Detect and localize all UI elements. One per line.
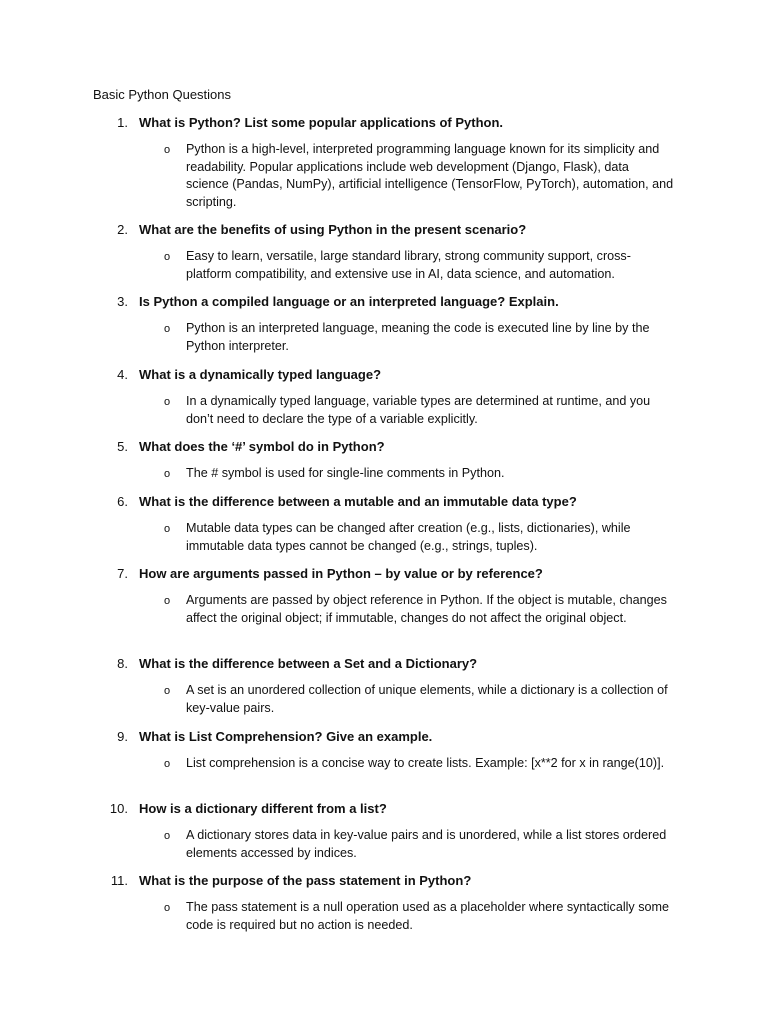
answer-text: Python is a high-level, interpreted programming language known for its simplicity and readability. Popular applications include web development (Django, Flask), data science (Pandas, NumPy), artificial intelligence (TensorFlow, PyTorch), automation, and scripting.	[186, 142, 674, 210]
hollow-bullet-icon: o	[163, 523, 171, 535]
question-number: 3.	[117, 294, 128, 309]
question-text: What is a dynamically typed language?	[139, 367, 382, 382]
question-number: 7.	[117, 566, 128, 581]
question-text: What does the ‘#’ symbol do in Python?	[139, 439, 385, 454]
question-number: 6.	[117, 494, 128, 509]
question-number: 1.	[117, 115, 128, 130]
question-text: How is a dictionary different from a list?	[139, 801, 387, 816]
question-number: 9.	[117, 729, 128, 744]
question-text: Is Python a compiled language or an interpreted language? Explain.	[139, 294, 559, 309]
hollow-bullet-icon: o	[163, 685, 171, 697]
hollow-bullet-icon: o	[163, 758, 171, 770]
document-title: Basic Python Questions	[93, 87, 232, 102]
hollow-bullet-icon: o	[163, 902, 171, 914]
question-number: 8.	[117, 656, 128, 671]
question-number: 11.	[110, 873, 128, 888]
question-text: What is the difference between a mutable and an immutable data type?	[139, 494, 577, 509]
answer-text: A set is an unordered collection of unique elements, while a dictionary is a collection of key-value pairs.	[186, 683, 668, 715]
hollow-bullet-icon: o	[163, 595, 171, 607]
question-text: What is the purpose of the pass statement in Python?	[139, 873, 472, 888]
answer-text: Easy to learn, versatile, large standard library, strong community support, cross-platform compatibility, and extensive use in AI, data science, and automation.	[186, 249, 631, 281]
hollow-bullet-icon: o	[163, 144, 171, 156]
answer-text: Mutable data types can be changed after creation (e.g., lists, dictionaries), while immutable data types cannot be changed (e.g., strings, tuples).	[186, 521, 631, 553]
answer-text: List comprehension is a concise way to create lists. Example: [x**2 for x in range(10)].	[186, 756, 665, 770]
hollow-bullet-icon: o	[163, 468, 171, 480]
question-number: 4.	[117, 367, 128, 382]
answer-text: In a dynamically typed language, variable types are determined at runtime, and you don’t need to declare the type of a variable explicitly.	[186, 394, 651, 426]
answer-text: The pass statement is a null operation used as a placeholder where syntactically some code is required but no action is needed.	[186, 900, 670, 932]
hollow-bullet-icon: o	[163, 396, 171, 408]
answer-text: Arguments are passed by object reference in Python. If the object is mutable, changes affect the original object; if immutable, changes do not affect the original object.	[186, 593, 667, 625]
hollow-bullet-icon: o	[163, 251, 171, 263]
answer-text: The # symbol is used for single-line comments in Python.	[186, 466, 505, 480]
question-number: 5.	[117, 439, 128, 454]
question-text: What is List Comprehension? Give an example.	[139, 729, 433, 744]
answer-text: A dictionary stores data in key-value pairs and is unordered, while a list stores ordered elements accessed by indices.	[186, 828, 667, 860]
question-text: What are the benefits of using Python in the present scenario?	[139, 222, 527, 237]
question-number: 2.	[117, 222, 128, 237]
question-text: How are arguments passed in Python – by value or by reference?	[139, 566, 543, 581]
hollow-bullet-icon: o	[163, 323, 171, 335]
question-text: What is the difference between a Set and a Dictionary?	[139, 656, 478, 671]
hollow-bullet-icon: o	[163, 830, 171, 842]
answer-text: Python is an interpreted language, meaning the code is executed line by line by the Python interpreter.	[186, 321, 650, 353]
question-text: What is Python? List some popular applications of Python.	[139, 115, 504, 130]
question-number: 10.	[109, 801, 128, 816]
